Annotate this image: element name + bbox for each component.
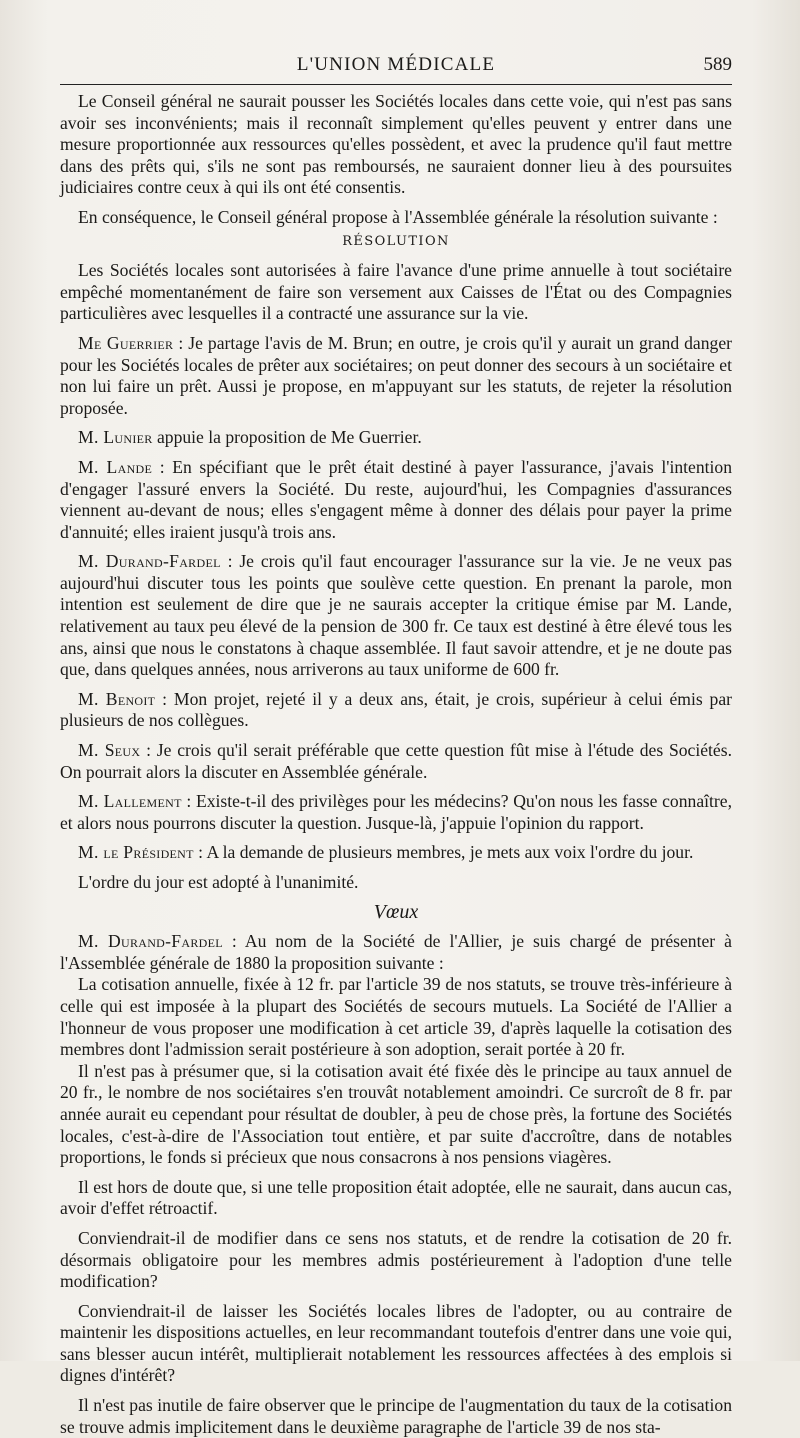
body-paragraph: En conséquence, le Conseil général propose à l'Assemblée générale la résolution suivante : <box>78 206 718 227</box>
speech-text: : Au nom de la Société de l'Allier, je suis chargé de présenter à l'Assemblée générale de 1880 la proposition suivante : <box>60 931 732 973</box>
section-heading-voeux: Vœux <box>373 900 419 923</box>
body-paragraph: Il n'est pas à présumer que, si la cotisation avait été fixée dès le principe au taux annuel de 20 fr., le nombre de nos sociétaires s'en trouvât notablement amoindri. Ce surcroît de 8 fr. par année aurait eu cependant pour résultat de doubler, à peu de chose près, la fortune des Sociétés locales, c'est-à-dire de l'Association tout entière, et par suite d'accroître, dans de notables proportions, le fonds si précieux que nous consacrons à nos pensions viagères. <box>60 1060 732 1168</box>
speech-text: : A la demande de plusieurs membres, je mets aux voix l'ordre du jour. <box>193 842 694 863</box>
speaker-name: M. Durand-Fardel <box>78 931 223 952</box>
body-paragraph: Il est hors de doute que, si une telle proposition était adoptée, elle ne saurait, dans aucun cas, avoir d'effet rétroactif. <box>60 1176 732 1219</box>
speech-paragraph <box>60 791 732 834</box>
speech-text: appuie la proposition de Me Guerrier. <box>152 427 422 448</box>
speech-paragraph <box>60 689 732 732</box>
speech-text: : Je partage l'avis de M. Brun; en outre, je crois qu'il y aurait un grand danger pour les Sociétés locales de prêter aux sociétaires; on peut donner des secours à un sociétaire et non lui faire un prêt. Aussi je propose, en m'appuyant sur les statuts, de rejeter la résolution proposée. <box>60 332 732 418</box>
speech-text: : En spécifiant que le prêt était destiné à payer l'assurance, j'avais l'intention d'engager l'assuré envers la Société. Du reste, aujourd'hui, les Compagnies d'assurances viennent au-devant de nous; elles s'engagent même à donner des délais pour payer la prime d'annuité; elles iraient jusqu'à trois ans. <box>60 456 733 542</box>
speaker-name: Me Guerrier <box>78 332 174 353</box>
body-paragraph: La cotisation annuelle, fixée à 12 fr. par l'article 39 de nos statuts, se trouve très-inférieure à celle qui est imposée à la plupart des Sociétés de secours mutuels. La Société de l'Allier a l'honneur de vous proposer une modification à cet article 39, d'après laquelle la cotisation des membres dont l'admission serait postérieure à son adoption, serait portée à 20 fr. <box>60 974 732 1060</box>
running-title: L'UNION MÉDICALE <box>296 54 496 75</box>
speech-paragraph <box>60 931 732 974</box>
speaker-name: M. Lallement <box>78 791 182 812</box>
section-heading: RÉSOLUTION <box>342 233 450 249</box>
speaker-name: M. Lande <box>78 456 153 477</box>
speech-text: : Existe-t-il des privilèges pour les médecins? Qu'on nous les fasse connaître, et alors nous pourrons discuter la question. Jusque-là, j'appuie l'opinion du rapport. <box>60 791 732 833</box>
speech-text: : Mon projet, rejeté il y a deux ans, était, je crois, supérieur à celui émis par plusieurs de nos collègues. <box>60 688 732 731</box>
speech-paragraph <box>60 427 732 449</box>
speaker-name: M. le Président <box>78 842 194 863</box>
body-paragraph: Il n'est pas inutile de faire observer que le principe de l'augmentation du taux de la cotisation se trouve admis implicitement dans le deuxième paragraphe de l'article 39 de nos sta- <box>60 1395 732 1437</box>
body-paragraph: Conviendrait-il de modifier dans ce sens nos statuts, et de rendre la cotisation de 20 fr. désormais obligatoire pour les membres admis postérieurement à l'adoption d'une telle modification? <box>60 1227 732 1292</box>
speaker-name: M. Lunier <box>78 427 153 448</box>
speech-paragraph <box>60 333 732 419</box>
speech-paragraph <box>60 842 732 864</box>
speech-text: : Je crois qu'il serait préférable que cette question fût mise à l'étude des Sociétés. On pourrait alors la discuter en Assemblée générale. <box>60 740 732 782</box>
page-header <box>60 44 732 80</box>
speech-text: : Je crois qu'il faut encourager l'assurance sur la vie. Je ne veux pas aujourd'hui discuter tous les points que soulève cette question. En prenant la parole, mon intention est seulement de dire que je ne saurais accepter la critique émise par M. Lande, relativement au taux peu élevé de la pension de 300 fr. Ce taux est destiné à être élevé tous les ans, ainsi que nous le constatons à chaque assemblée. Il faut savoir attendre, et je ne doute pas que, dans quelques années, nous arriverons au taux uniforme de 600 fr. <box>60 551 732 680</box>
body-paragraph: L'ordre du jour est adopté à l'unanimité. <box>78 872 359 892</box>
speech-paragraph <box>60 740 732 783</box>
body-paragraph: Les Sociétés locales sont autorisées à faire l'avance d'une prime annuelle à tout sociétaire empêché momentanément de faire son versement aux Caisses de l'État ou des Compagnies particulières avec lesquelles il a contracté une assurance sur la vie. <box>60 260 732 324</box>
body-text <box>60 91 732 1438</box>
body-paragraph: Conviendrait-il de laisser les Sociétés locales libres de l'adopter, ou au contraire de maintenir les dispositions actuelles, en leur recommandant toutefois d'entrer dans une voie qui, sans blesser aucun intérêt, multiplierait notablement les ressources affectées à des emplois si dignes d'intérêt? <box>60 1300 732 1386</box>
speaker-name: M. Seux <box>78 740 141 761</box>
header-rule <box>60 84 732 85</box>
page-number: 589 <box>703 54 732 75</box>
speaker-name: M. Benoit <box>78 688 156 709</box>
body-paragraph: Le Conseil général ne saurait pousser les Sociétés locales dans cette voie, qui n'est pas sans avoir ses inconvénients; mais il reconnaît simplement qu'elles peuvent y entrer dans une mesure proportionnée aux ressources qu'elles possèdent, et avec la prudence qu'il faut mettre dans des prêts qui, s'ils ne sont pas remboursés, ne sauraient donner lieu à des poursuites judiciaires contre ceux à qui ils ont été consentis. <box>60 91 732 198</box>
speech-paragraph <box>60 551 732 681</box>
speaker-name: M. Durand-Fardel <box>78 551 221 572</box>
speech-paragraph <box>60 457 732 543</box>
